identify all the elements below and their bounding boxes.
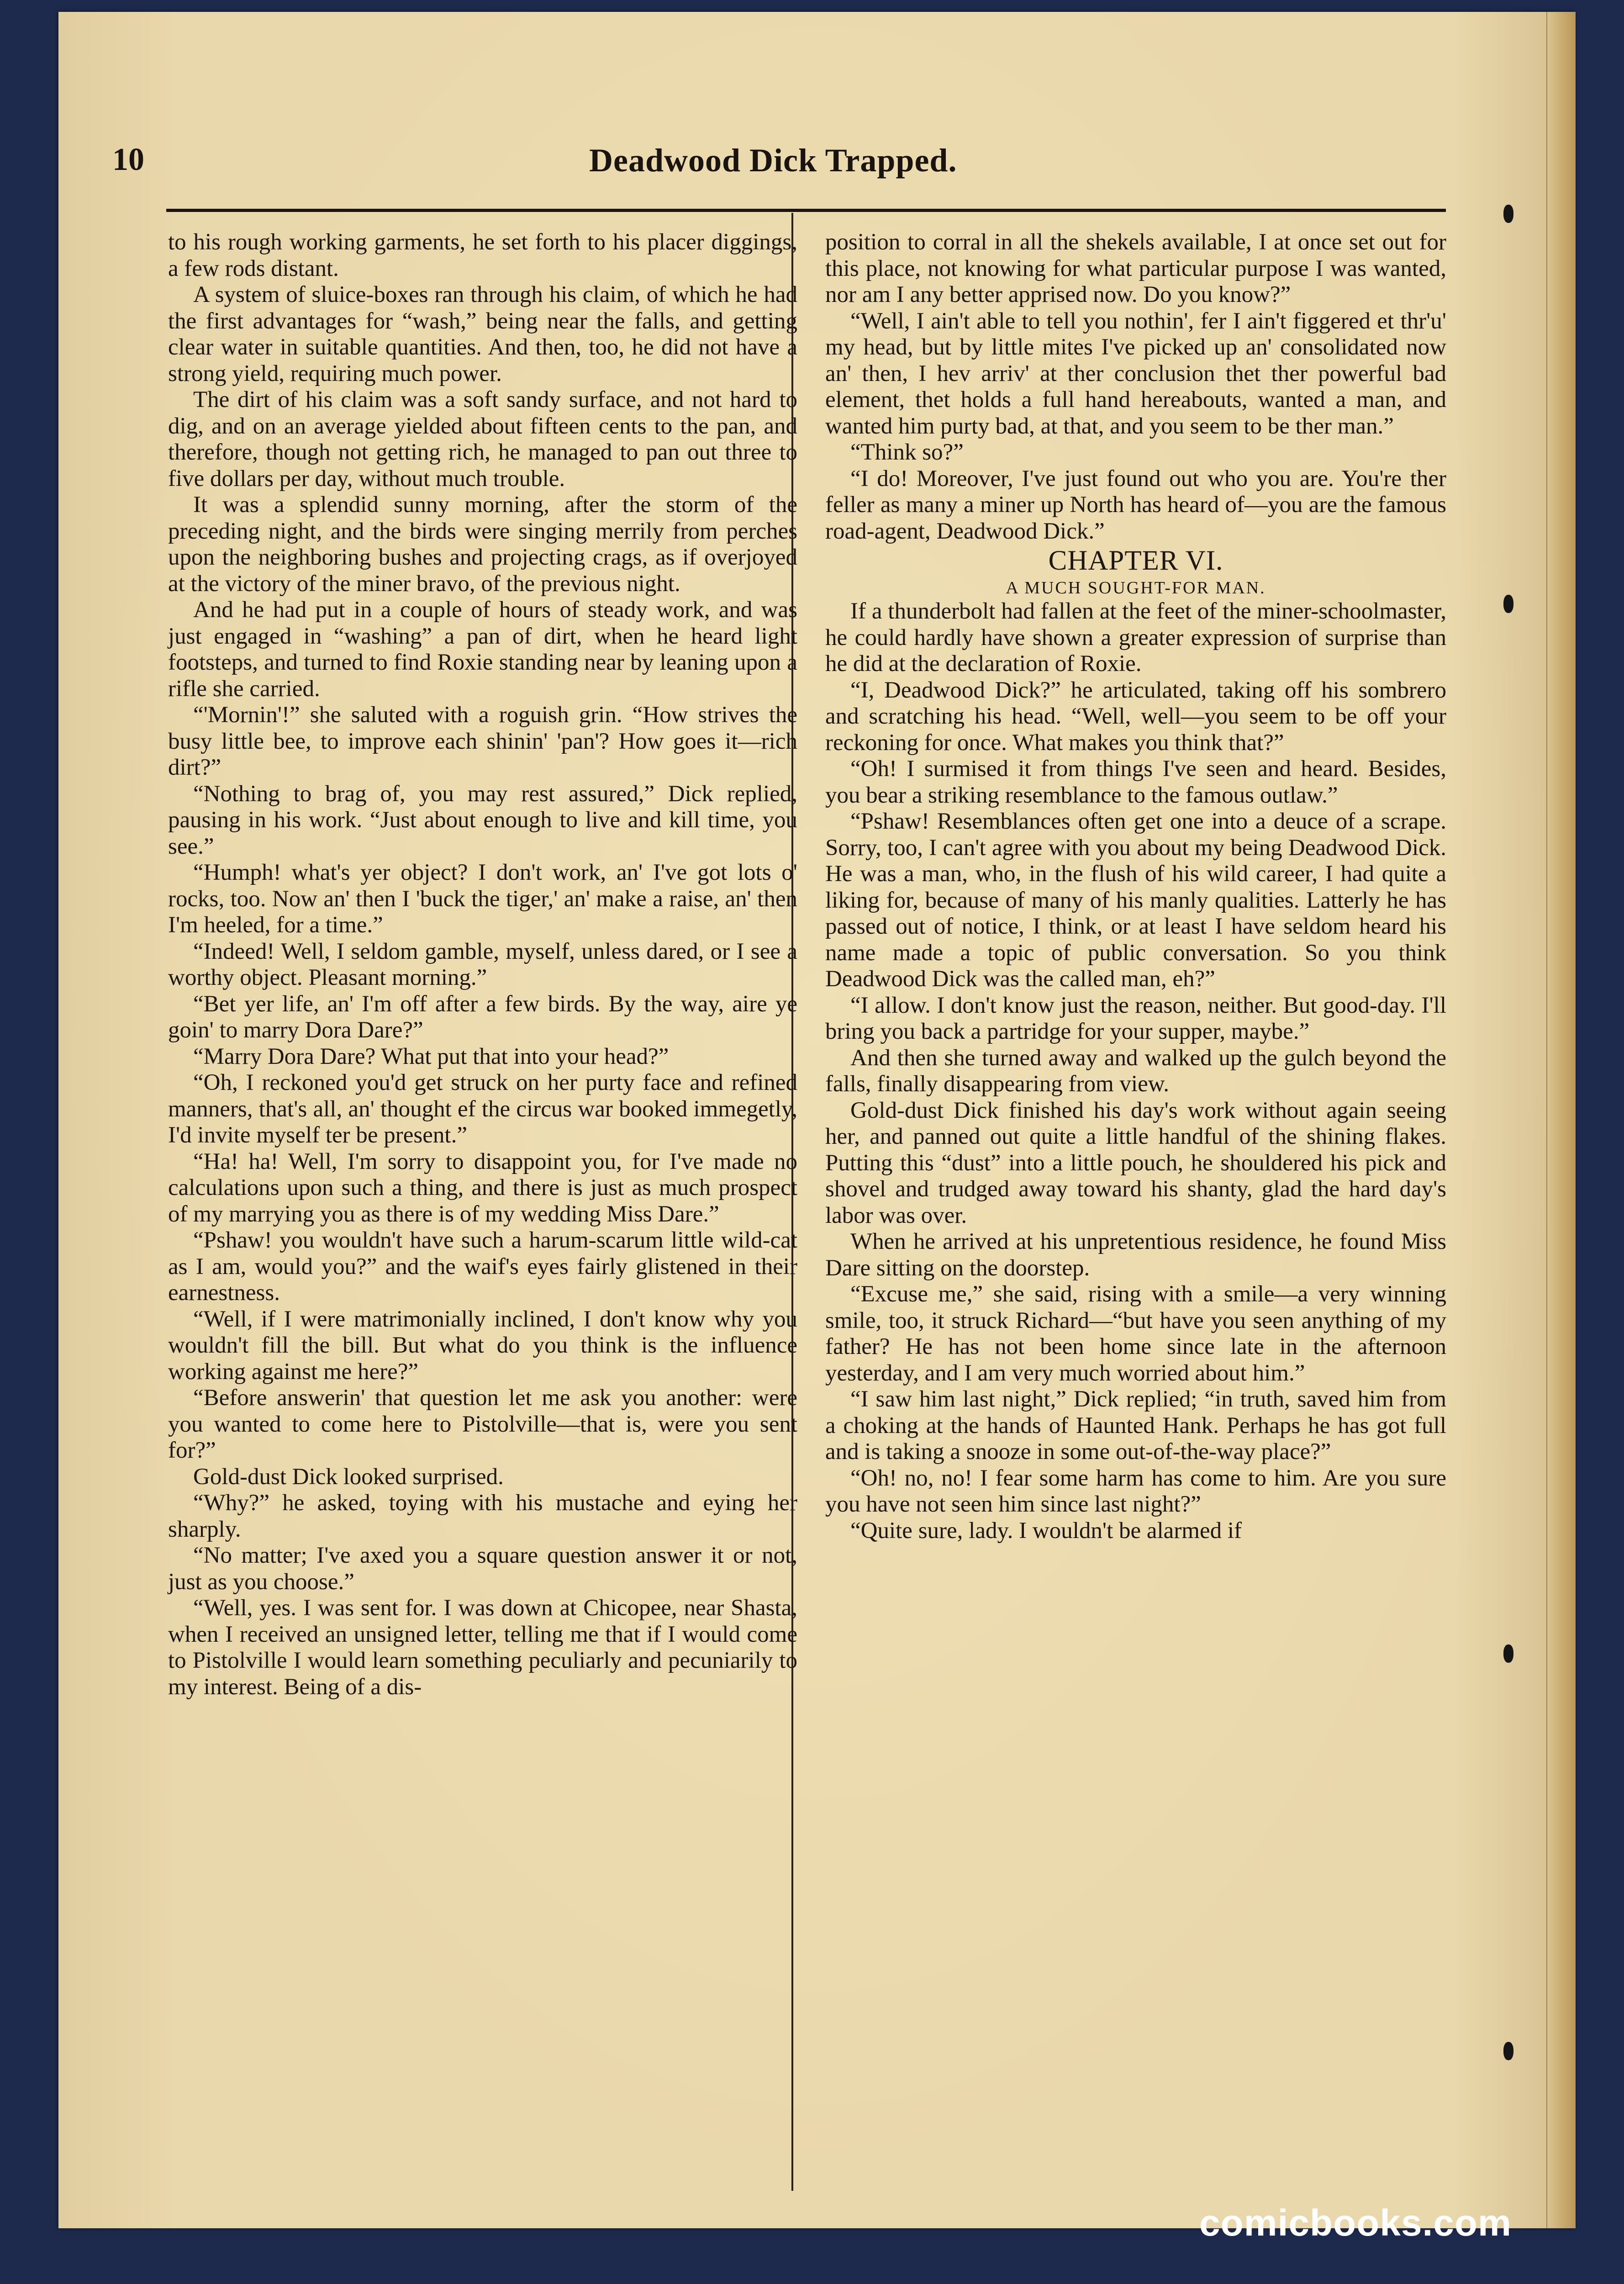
paragraph: “Well, yes. I was sent for. I was down at Chicopee, near Shasta, when I received an unsigned letter, telling me that if I would come to Pistolville I would learn something peculiarly and pecuniarily to my interest. Being of a dis- [168,1595,797,1700]
page-edge [1546,12,1576,2228]
paragraph: position to corral in all the shekels available, I at once set out for this place, not knowing for what particular purpose I was wanted, nor am I any better apprised now. Do you know?” [825,229,1446,307]
binding-staple [1503,205,1513,223]
paragraph: It was a splendid sunny morning, after the storm of the preceding night, and the birds were singing merrily from perches upon the neighboring bushes and projecting crags, as if overjoyed at the victory of the miner bravo, of the previous night. [168,492,797,597]
running-title: Deadwood Dick Trapped. [589,142,957,179]
paragraph: “Oh, I reckoned you'd get struck on her purty face and refined manners, that's all, an' thought ef the circus war booked immegetly, I'd invite myself ter be present.” [168,1070,797,1148]
paragraph: “Humph! what's yer object? I don't work, an' I've got lots o' rocks, too. Now an' then I 'buck the tiger,' an' make a raise, an' then I'm heeled, for a time.” [168,860,797,938]
paragraph: “'Mornin'!” she saluted with a roguish grin. “How strives the busy little bee, to improve each shinin' 'pan'? How goes it—rich dirt?” [168,702,797,780]
paragraph: “Well, if I were matrimonially inclined, I don't know why you wouldn't fill the bill. But what do you think is the influence working against me here?” [168,1306,797,1385]
paragraph: “I, Deadwood Dick?” he articulated, taking off his sombrero and scratching his head. “Well, well—you seem to be off your reckoning for once. What makes you think that?” [825,677,1446,756]
paragraph: When he arrived at his unpretentious residence, he found Miss Dare sitting on the doorstep. [825,1229,1446,1281]
paragraph: “I allow. I don't know just the reason, neither. But good-day. I'll bring you back a partridge for your supper, maybe.” [825,992,1446,1044]
paragraph: “Why?” he asked, toying with his mustache and eying her sharply. [168,1490,797,1542]
source-watermark: comicbooks.com [1199,2202,1512,2244]
binding-staple [1503,1644,1513,1663]
paragraph: “Ha! ha! Well, I'm sorry to disappoint you, for I've made no calculations upon such a thing, and there is just as much prospect of my marrying you as there is of my wedding Miss Dare.” [168,1148,797,1227]
paragraph: “Nothing to brag of, you may rest assured,” Dick replied, pausing in his work. “Just about enough to live and kill time, you see.” [168,781,797,859]
chapter-heading: CHAPTER VI. [1048,545,1223,576]
paragraph: Gold-dust Dick looked surprised. [193,1464,504,1490]
paragraph: And then she turned away and walked up the gulch beyond the falls, finally disappearing from view. [825,1045,1446,1097]
paragraph: If a thunderbolt had fallen at the feet of the miner-schoolmaster, he could hardly have shown a greater expression of surprise than he did at the declaration of Roxie. [825,598,1446,677]
paragraph: A system of sluice-boxes ran through his claim, of which he had the first advantages for “wash,” being near the falls, and getting clear water in suitable quantities. And then, too, he did not have a strong yield, requiring much power. [168,282,797,386]
paragraph: And he had put in a couple of hours of steady work, and was just engaged in “washing” a pan of dirt, when he heard light footsteps, and turned to find Roxie standing near by leaning upon a rifle she carried. [168,597,797,702]
paragraph: “Oh! I surmised it from things I've seen and heard. Besides, you bear a striking resemblance to the famous outlaw.” [825,756,1446,808]
paragraph: “Bet yer life, an' I'm off after a few birds. By the way, aire ye goin' to marry Dora Dare?” [168,991,797,1043]
binding-staple [1503,595,1513,613]
header-rule [166,209,1446,212]
paragraph: “Before answerin' that question let me ask you another: were you wanted to come here to Pistolville—that is, were you sent for?” [168,1385,797,1463]
paragraph: “Excuse me,” she said, rising with a smile—a very winning smile, too, it struck Richard—“but have you seen anything of my father? He has not been home since late in the afternoon yesterday, and I am very much worried about him.” [825,1281,1446,1386]
paragraph: Gold-dust Dick finished his day's work without again seeing her, and panned out quite a little handful of the shining flakes. Putting this “dust” into a little pouch, he shouldered his pick and shovel and trudged away toward his shanty, glad the hard day's labor was over. [825,1097,1446,1228]
left-column [168,229,797,1700]
paragraph: The dirt of his claim was a soft sandy surface, and not hard to dig, and on an average yielded about fifteen cents to the pan, and therefore, though not getting rich, he managed to pan out three to five dollars per day, without much trouble. [168,387,797,492]
binding-staple [1503,2042,1513,2060]
paragraph: “No matter; I've axed you a square question answer it or not, just as you choose.” [168,1543,797,1595]
paragraph: “Think so?” [850,439,964,465]
paragraph: “Pshaw! Resemblances often get one into a deuce of a scrape. Sorry, too, I can't agree with you about my being Deadwood Dick. He was a man, who, in the flush of his wild career, I had quite a liking for, because of many of his manly qualities. Latterly he has passed out of notice, I think, or at least I have seldom heard his name made a topic of public conversation. So you think Deadwood Dick was the called man, eh?” [825,809,1446,992]
paragraph: “Well, I ain't able to tell you nothin', fer I ain't figgered et thr'u' my head, but by little mites I've picked up an' consolidated now an' then, I hev arriv' at ther conclusion thet ther powerful bad element, thet holds a full hand hereabouts, wanted a man, and wanted him purty bad, at that, and you seem to be ther man.” [825,308,1446,439]
paragraph: “I do! Moreover, I've just found out who you are. You're ther feller as many a miner up North has heard of—you are the famous road-agent, Deadwood Dick.” [825,465,1446,544]
paragraph: “I saw him last night,” Dick replied; “in truth, saved him from a choking at the hands of Haunted Hank. Perhaps he has got full and is taking a snooze in some out-of-the-way place?” [825,1386,1446,1465]
paragraph: “Marry Dora Dare? What put that into your head?” [193,1043,669,1069]
paragraph: “Pshaw! you wouldn't have such a harum-scarum little wild-cat as I am, would you?” and the waif's eyes fairly glistened in their earnestness. [168,1227,797,1306]
page-number: 10 [112,142,144,177]
paragraph: to his rough working garments, he set forth to his placer diggings, a few rods distant. [168,229,797,281]
paragraph: “Indeed! Well, I seldom gamble, myself, unless dared, or I see a worthy object. Pleasant morning.” [168,938,797,990]
chapter-subheading: A MUCH SOUGHT-FOR MAN. [1006,578,1266,597]
paragraph: “Oh! no, no! I fear some harm has come to him. Are you sure you have not seen him since last night?” [825,1465,1446,1517]
right-column [825,229,1446,1544]
paragraph: “Quite sure, lady. I wouldn't be alarmed if [850,1517,1242,1544]
